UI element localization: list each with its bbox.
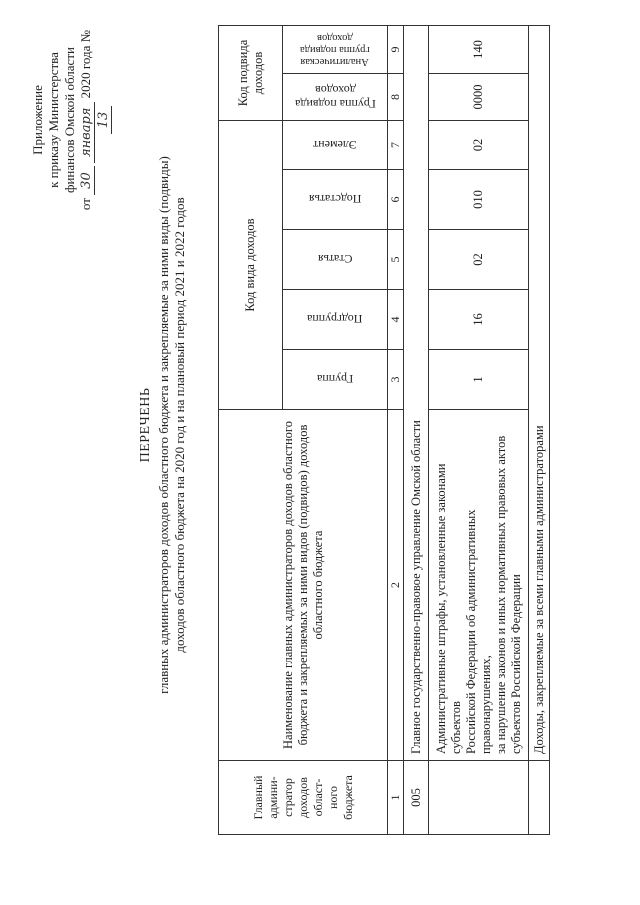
table-cell-subgroup: 16 [428, 289, 529, 350]
col-number-2: 2 [387, 409, 404, 761]
col-number-6: 6 [387, 169, 404, 230]
title-line-2: доходов областного бюджета на 2020 год и на плановый период 2021 и 2022 годов [172, 197, 187, 653]
header-name: Наименование главных администраторов доходов областного бюджета и закрепляемых за ними видов (подвидов) доходов областного бюджета [218, 409, 388, 761]
header-group-label: Группа [316, 372, 354, 387]
header-subkind-group: Код подвида доходов [218, 25, 283, 121]
header-element [282, 120, 388, 170]
table-cell-article: 02 [428, 229, 529, 290]
col-number-5: 5 [387, 229, 404, 290]
table-cell-sub-group: 0000 [428, 73, 529, 121]
col-number-7: 7 [387, 120, 404, 170]
date-prefix: от [78, 198, 93, 211]
col-number-9: 9 [387, 25, 404, 74]
appendix-line-2: к приказу Министерства [46, 52, 61, 188]
date-year: 2020 года № [78, 29, 93, 99]
col-number-1: 1 [387, 760, 404, 835]
title-line-1: главных администраторов доходов областного бюджета и закрепляемые за ними виды (подвиды) [156, 156, 171, 694]
table-cell-element: 02 [428, 120, 529, 170]
header-subarticle [282, 169, 388, 230]
date-day: 30 [79, 166, 95, 195]
col-number-8: 8 [387, 73, 404, 121]
title-heading: ПЕРЕЧЕНЬ [138, 387, 153, 463]
header-article-label: Статья [317, 252, 353, 267]
table-row-name: Доходы, закрепляемые за всеми главными администраторами [528, 25, 550, 761]
table-row-admin [528, 760, 550, 835]
header-sub-group-label: Группа подвида доходов [294, 83, 376, 111]
header-subarticle-label: Подстатья [308, 192, 362, 207]
table-row-admin [428, 760, 529, 835]
document-title [138, 145, 188, 705]
appendix-block [30, 25, 112, 215]
header-subgroup [282, 289, 388, 350]
header-article [282, 229, 388, 290]
header-group [282, 349, 388, 410]
table-row-name: Главное государственно-правовое управление Омской области [403, 25, 429, 761]
header-analytic [282, 25, 388, 74]
appendix-line-3: финансов Омской области [62, 47, 77, 193]
table-cell-analytic: 140 [428, 25, 529, 74]
header-element-label: Элемент [313, 138, 357, 152]
header-subgroup-label: Подгруппа [307, 312, 363, 327]
col-number-3: 3 [387, 349, 404, 410]
table-cell-subarticle: 010 [428, 169, 529, 230]
appendix-line-1: Приложение [30, 85, 45, 155]
header-sub-group [282, 73, 388, 121]
header-analytic-label: Аналитическая группа подвида доходов [300, 32, 370, 68]
header-kind-group: Код вида доходов [218, 120, 283, 410]
order-number: 13 [96, 106, 112, 135]
table-row-name: Административные штрафы, установленные законами субъектов Российской Федерации об административных правонарушениях, за нарушение законов и иных нормативных правовых актов субъектов Российской Федерации [428, 409, 529, 761]
header-admin: Главный админи- стратор доходов област- ного бюджета [218, 760, 388, 835]
table-cell-group: 1 [428, 349, 529, 410]
col-number-4: 4 [387, 289, 404, 350]
date-month: января [79, 102, 95, 163]
appendix-date-line [78, 25, 112, 215]
table-row-admin: 005 [403, 760, 429, 835]
